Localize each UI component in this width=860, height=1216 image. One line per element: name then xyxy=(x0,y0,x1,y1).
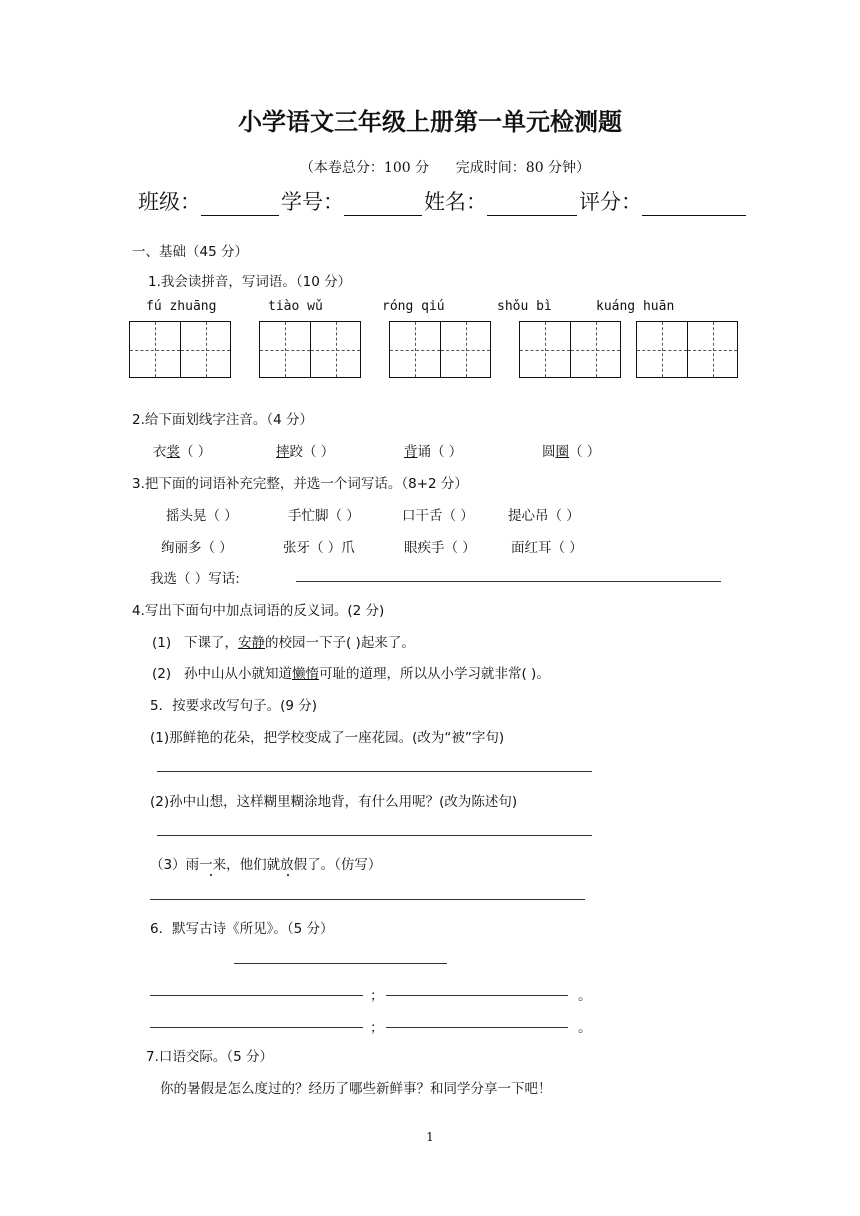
writing-line[interactable] xyxy=(296,581,721,582)
idiom-fill-2[interactable]: 手忙脚（ ） xyxy=(288,508,360,524)
choose-word-label: 我选（ ）写话: xyxy=(150,571,240,587)
writing-grid-1[interactable] xyxy=(129,321,231,378)
grid-cell[interactable] xyxy=(310,322,360,377)
pinyin-5: kuáng huān xyxy=(596,299,675,314)
idiom-fill-1[interactable]: 摇头晃（ ） xyxy=(166,508,238,524)
underlined-char: 摔 xyxy=(276,444,290,460)
idiom-fill-5[interactable]: 绚丽多（ ） xyxy=(161,540,233,556)
pinyin-2: tiào wǔ xyxy=(268,299,323,314)
grid-cell[interactable] xyxy=(260,322,310,377)
answer-blank[interactable]: 跤（ ） xyxy=(289,444,335,460)
score-blank[interactable] xyxy=(642,193,746,216)
grid-cell[interactable] xyxy=(130,322,180,377)
writing-grid-4[interactable] xyxy=(519,321,621,378)
answer-blank[interactable]: （ ） xyxy=(180,444,212,460)
grid-cell[interactable] xyxy=(440,322,490,377)
pinyin-3: róng qiú xyxy=(382,299,445,314)
item-text: 衣 xyxy=(153,444,167,460)
idiom-fill-4[interactable]: 提心吊（ ） xyxy=(508,508,580,524)
grid-cell[interactable] xyxy=(687,322,737,377)
oral-prompt: 你的暑假是怎么度过的？经历了哪些新鲜事？和同学分享一下吧！ xyxy=(160,1081,552,1097)
underlined-char: 背 xyxy=(404,444,418,460)
question-1-title: 1.我会读拼音，写词语。（10 分） xyxy=(148,274,352,290)
sentence-1 xyxy=(152,631,415,651)
answer-blank[interactable]: 诵（ ） xyxy=(417,444,463,460)
phonetic-item-2 xyxy=(276,440,334,460)
question-5-title: 5．按要求改写句子。(9 分) xyxy=(150,698,318,714)
rewrite-sentence-3: （3）雨一来，他们就放假了。（仿写） xyxy=(150,857,382,873)
name-label: 姓名： xyxy=(424,190,487,214)
semicolon: ； xyxy=(370,988,384,1004)
section-heading: 一、基础（45 分） xyxy=(132,244,248,260)
dotted-word: 安静 xyxy=(238,635,265,651)
poem-title-line[interactable] xyxy=(234,963,447,964)
question-3-title: 3.把下面的词语补充完整，并选一个词写话。（8+2 分） xyxy=(132,476,468,492)
idiom-fill-3[interactable]: 口干舌（ ） xyxy=(402,508,474,524)
question-7-title: 7.口语交际。（5 分） xyxy=(146,1049,274,1065)
answer-blank[interactable]: （ ） xyxy=(569,444,601,460)
sentence-text: 下课了， xyxy=(184,635,238,651)
item-text: 圆 xyxy=(542,444,556,460)
time-limit-note: 完成时间：80 分钟） xyxy=(455,160,591,176)
number-blank[interactable] xyxy=(344,193,422,216)
sentence-number: (2) xyxy=(152,666,172,682)
class-label: 班级： xyxy=(138,190,201,214)
question-4-title: 4.写出下面句中加点词语的反义词。(2 分) xyxy=(132,603,385,619)
grid-cell[interactable] xyxy=(520,322,570,377)
question-2-title: 2.给下面划线字注音。（4 分） xyxy=(132,412,314,428)
idiom-fill-8[interactable]: 面红耳（ ） xyxy=(511,540,583,556)
writing-grid-3[interactable] xyxy=(389,321,491,378)
sentence-text[interactable]: 可耻的道理，所以从小学习就非常( )。 xyxy=(319,666,550,682)
answer-line[interactable] xyxy=(150,899,585,900)
phonetic-item-3 xyxy=(404,440,462,460)
question-6-title: 6．默写古诗《所见》。（5 分） xyxy=(150,921,334,937)
poem-line[interactable] xyxy=(150,995,363,996)
underlined-char: 裳 xyxy=(166,444,180,460)
poem-line[interactable] xyxy=(386,995,568,996)
class-blank[interactable] xyxy=(201,193,279,216)
sentence-number: (1) xyxy=(152,635,172,651)
period: 。 xyxy=(578,1020,592,1036)
page-title: 小学语文三年级上册第一单元检测题 xyxy=(238,108,622,136)
grid-cell[interactable] xyxy=(180,322,230,377)
writing-grid-2[interactable] xyxy=(259,321,361,378)
number-label: 学号： xyxy=(281,190,344,214)
pinyin-1: fú zhuāng xyxy=(146,299,217,314)
sentence-text[interactable]: 的校园一下子( )起来了。 xyxy=(265,635,415,651)
dotted-word: 懒惰 xyxy=(292,666,319,682)
emphasis-dot xyxy=(287,874,289,876)
writing-grid-5[interactable] xyxy=(636,321,738,378)
poem-line[interactable] xyxy=(386,1027,568,1028)
grid-cell[interactable] xyxy=(390,322,440,377)
rewrite-sentence-2: (2)孙中山想，这样糊里糊涂地背，有什么用呢？(改为陈述句) xyxy=(150,794,518,810)
period: 。 xyxy=(578,988,592,1004)
exam-subtitle xyxy=(0,157,860,177)
pinyin-4: shǒu bì xyxy=(497,299,552,314)
total-score-note: （本卷总分：100 分 xyxy=(299,160,430,176)
underlined-char: 圈 xyxy=(555,444,569,460)
student-info-row xyxy=(138,186,748,216)
answer-line[interactable] xyxy=(157,771,592,772)
phonetic-item-1 xyxy=(153,440,211,460)
grid-cell[interactable] xyxy=(637,322,687,377)
name-blank[interactable] xyxy=(487,193,577,216)
emphasis-dot xyxy=(210,874,212,876)
sentence-text: 孙中山从小就知道 xyxy=(184,666,292,682)
phonetic-item-4 xyxy=(542,440,600,460)
poem-line[interactable] xyxy=(150,1027,363,1028)
idiom-fill-7[interactable]: 眼疾手（ ） xyxy=(404,540,476,556)
rewrite-sentence-1: (1)那鲜艳的花朵，把学校变成了一座花园。(改为“被”字句) xyxy=(150,730,505,746)
grid-cell[interactable] xyxy=(570,322,620,377)
semicolon: ； xyxy=(370,1020,384,1036)
idiom-fill-6[interactable]: 张牙（ ）爪 xyxy=(283,540,355,556)
score-label: 评分： xyxy=(579,190,642,214)
sentence-2 xyxy=(152,662,550,682)
page-number: 1 xyxy=(426,1130,434,1144)
answer-line[interactable] xyxy=(157,835,592,836)
